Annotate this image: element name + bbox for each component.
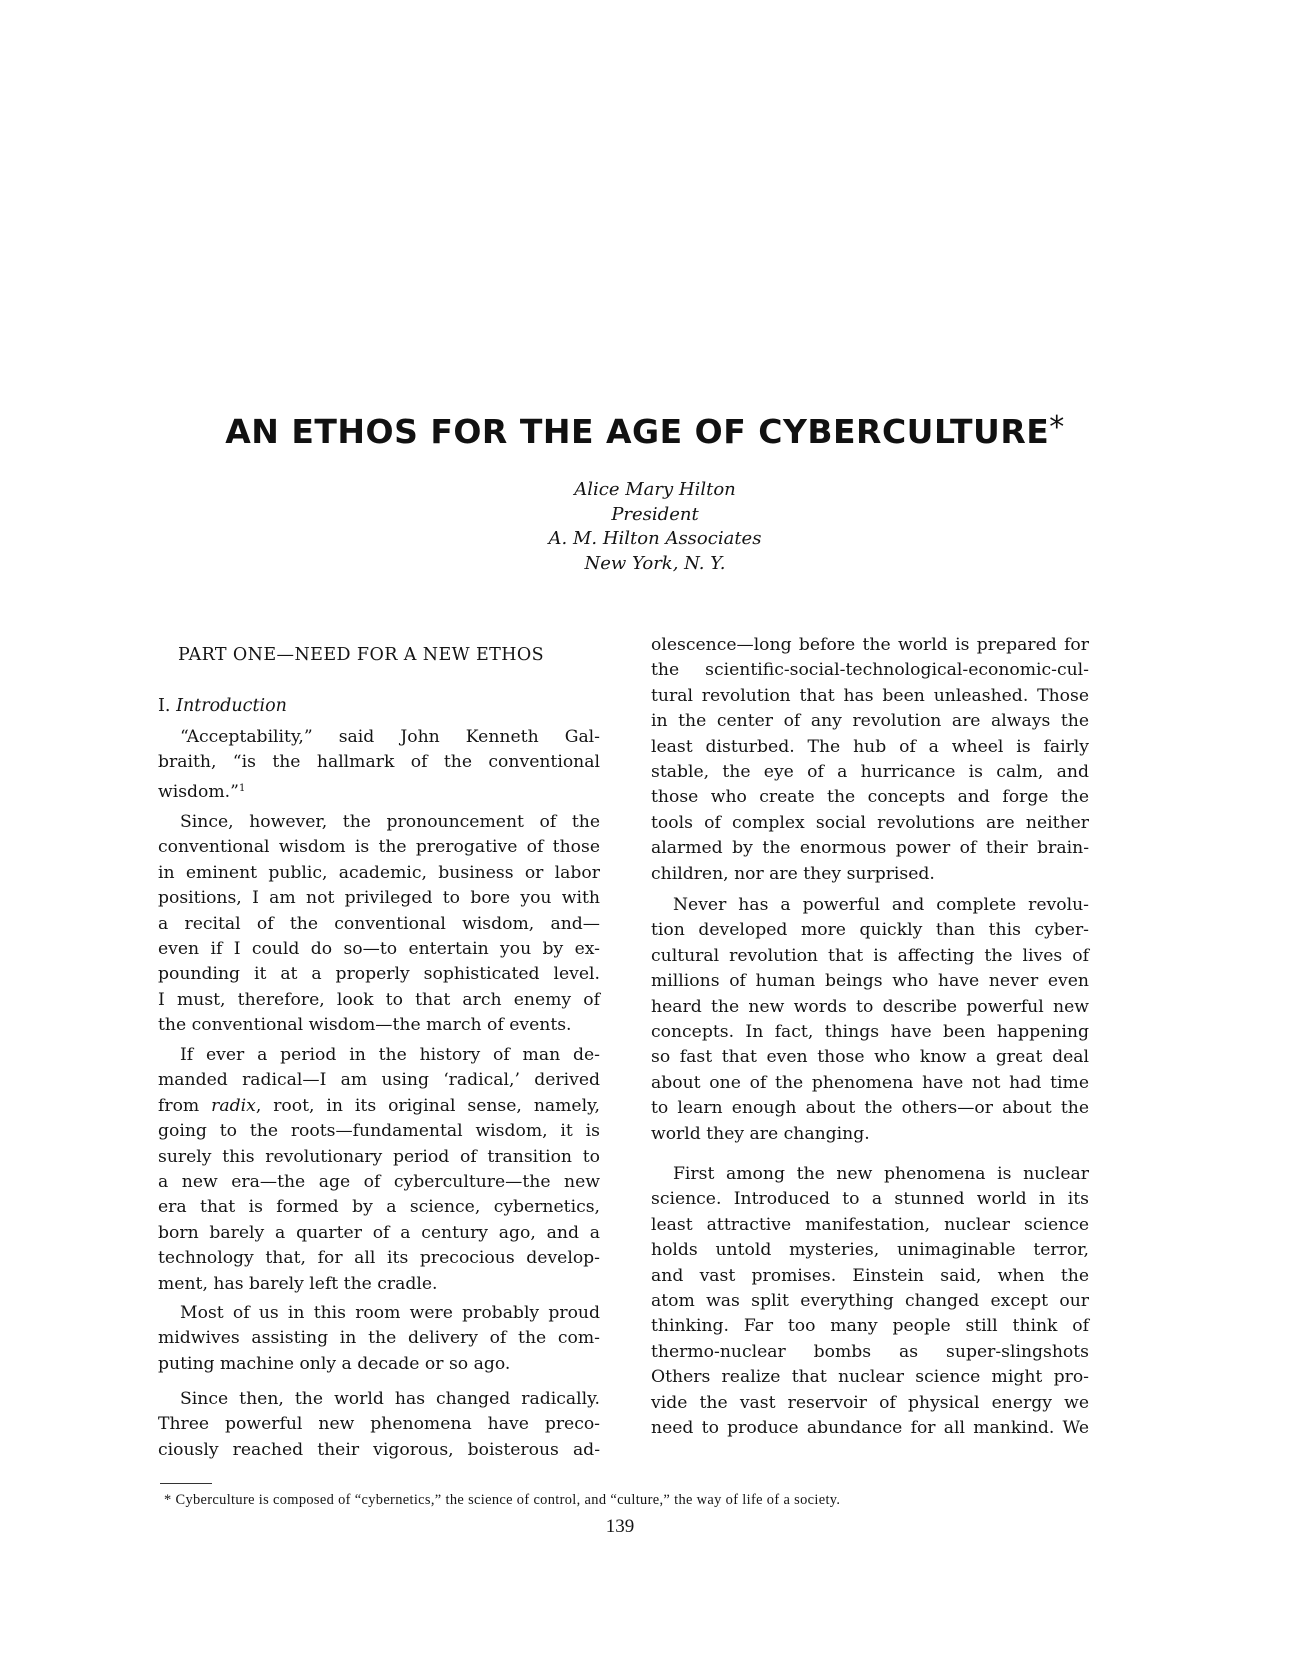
author-organization: A. M. Hilton Associates (548, 528, 762, 549)
text-line: ciously reached their vigorous, boisterous ad- (158, 1439, 600, 1460)
text-line: braith, “is the hallmark of the conventional (158, 752, 600, 773)
text-line: least disturbed. The hub of a wheel is fairly (651, 736, 1089, 757)
part-heading: PART ONE—NEED FOR A NEW ETHOS (178, 645, 545, 665)
footnote-text: Cyberculture is composed of “cybernetics,” the science of control, and “culture,” the way of life of a society. (175, 1492, 841, 1508)
text-line: Never has a powerful and complete revolu- (673, 895, 1089, 915)
footnote-marker: * (164, 1492, 172, 1508)
text-line: alarmed by the enormous power of their brain- (651, 838, 1089, 859)
article-title (0, 410, 1290, 451)
text-line: atom was split everything changed except our (651, 1290, 1089, 1311)
text-line: ment, has barely left the cradle. (158, 1273, 438, 1294)
text-line: conventional wisdom is the prerogative of those (158, 837, 600, 858)
article-title-text: AN ETHOS FOR THE AGE OF CYBERCULTURE (225, 412, 1050, 451)
paragraph (158, 810, 600, 1039)
text-line: First among the new phenomena is nuclear (673, 1164, 1089, 1184)
text-line: from radix, root, in its original sense, namely, (158, 1095, 600, 1116)
section-heading (158, 696, 287, 716)
text-line: born barely a quarter of a century ago, and a (158, 1222, 600, 1243)
title-footnote-marker: * (1049, 410, 1065, 445)
text-line: technology that, for all its precocious develop- (158, 1248, 600, 1269)
text-line: going to the roots—fundamental wisdom, it is (158, 1121, 600, 1142)
paragraph (158, 1043, 600, 1297)
footnote-reference: 1 (238, 782, 246, 794)
footnote-divider (160, 1483, 212, 1484)
text-line: holds untold mysteries, unimaginable terror, (651, 1240, 1089, 1261)
text-line: manded radical—I am using ‘radical,’ derived (158, 1070, 600, 1091)
text-line: least attractive manifestation, nuclear science (651, 1214, 1089, 1235)
text-line: in the center of any revolution are always the (651, 711, 1089, 732)
text-line: and vast promises. Einstein said, when the (651, 1265, 1089, 1286)
text-line: need to produce abundance for all mankind. We (651, 1417, 1089, 1438)
text-line: in eminent public, academic, business or labor (158, 862, 600, 883)
text-line: stable, the eye of a hurricance is calm, and (651, 761, 1089, 782)
footnote (164, 1492, 1094, 1509)
text-line: those who create the concepts and forge the (651, 787, 1089, 808)
text-line: cultural revolution that is affecting the lives of (651, 945, 1089, 966)
section-number: I. (158, 696, 171, 716)
text-line: science. Introduced to a stunned world in its (651, 1189, 1089, 1210)
text-line: tural revolution that has been unleashed. Those (651, 685, 1089, 706)
text-line: pounding it at a properly sophisticated level. (158, 964, 600, 985)
text-line: Since, however, the pronouncement of the (180, 812, 600, 832)
paragraph (651, 893, 1089, 1147)
text-line: midwives assisting in the delivery of the com- (158, 1328, 600, 1349)
paragraph (158, 1301, 600, 1377)
paragraph (651, 633, 1089, 887)
paragraph (158, 1387, 600, 1463)
text-line: the scientific-social-technological-economic-cul- (651, 660, 1089, 681)
text-line: olescence—long before the world is prepared for (651, 635, 1089, 655)
text-line: “Acceptability,” said John Kenneth Gal- (180, 727, 600, 747)
page-number: 139 (605, 1516, 635, 1537)
text-line: era that is formed by a science, cybernetics, (158, 1197, 600, 1218)
text-line: Since then, the world has changed radically. (180, 1389, 600, 1409)
text-line: so fast that even those who know a great deal (651, 1047, 1089, 1068)
text-line: surely this revolutionary period of transition to (158, 1146, 600, 1167)
text-line: thermo-nuclear bombs as super-slingshots (651, 1341, 1089, 1362)
text-line: Most of us in this room were probably proud (180, 1303, 600, 1323)
text-line: I must, therefore, look to that arch enemy of (158, 989, 600, 1010)
author-byline (0, 478, 1290, 576)
text-line: a new era—the age of cyberculture—the new (158, 1171, 600, 1192)
text-line: concepts. In fact, things have been happening (651, 1021, 1089, 1042)
text-line: even if I could do so—to entertain you by ex- (158, 938, 600, 959)
author-location: New York, N. Y. (584, 552, 726, 574)
text-line: thinking. Far too many people still think of (651, 1316, 1089, 1337)
text-line: wisdom.”$^1$ (158, 781, 246, 802)
paragraph (158, 725, 600, 801)
section-title: Introduction (176, 696, 287, 716)
text-line: world they are changing. (651, 1123, 870, 1144)
text-line: the conventional wisdom—the march of events. (158, 1015, 572, 1036)
text-line: a recital of the conventional wisdom, and— (158, 913, 600, 934)
author-name: Alice Mary Hilton (574, 479, 736, 500)
text-line: about one of the phenomena have not had time (651, 1072, 1089, 1093)
text-line: vide the vast reservoir of physical energy we (651, 1392, 1089, 1413)
text-line: If ever a period in the history of man de- (180, 1045, 600, 1065)
author-position: President (611, 503, 699, 525)
text-line: tools of complex social revolutions are neither (651, 812, 1089, 833)
text-line: millions of human beings who have never even (651, 971, 1089, 992)
text-line: Others realize that nuclear science might pro- (651, 1367, 1089, 1388)
italic-term: radix (211, 1095, 256, 1116)
text-line: tion developed more quickly than this cyber- (651, 920, 1089, 941)
text-line: children, nor are they surprised. (651, 863, 935, 884)
text-line: to learn enough about the others—or about the (651, 1098, 1089, 1119)
text-line: puting machine only a decade or so ago. (158, 1353, 511, 1374)
paragraph (651, 1162, 1089, 1441)
text-line: heard the new words to describe powerful new (651, 996, 1089, 1017)
text-line: positions, I am not privileged to bore you with (158, 888, 600, 909)
text-line: Three powerful new phenomena have preco- (158, 1414, 600, 1435)
